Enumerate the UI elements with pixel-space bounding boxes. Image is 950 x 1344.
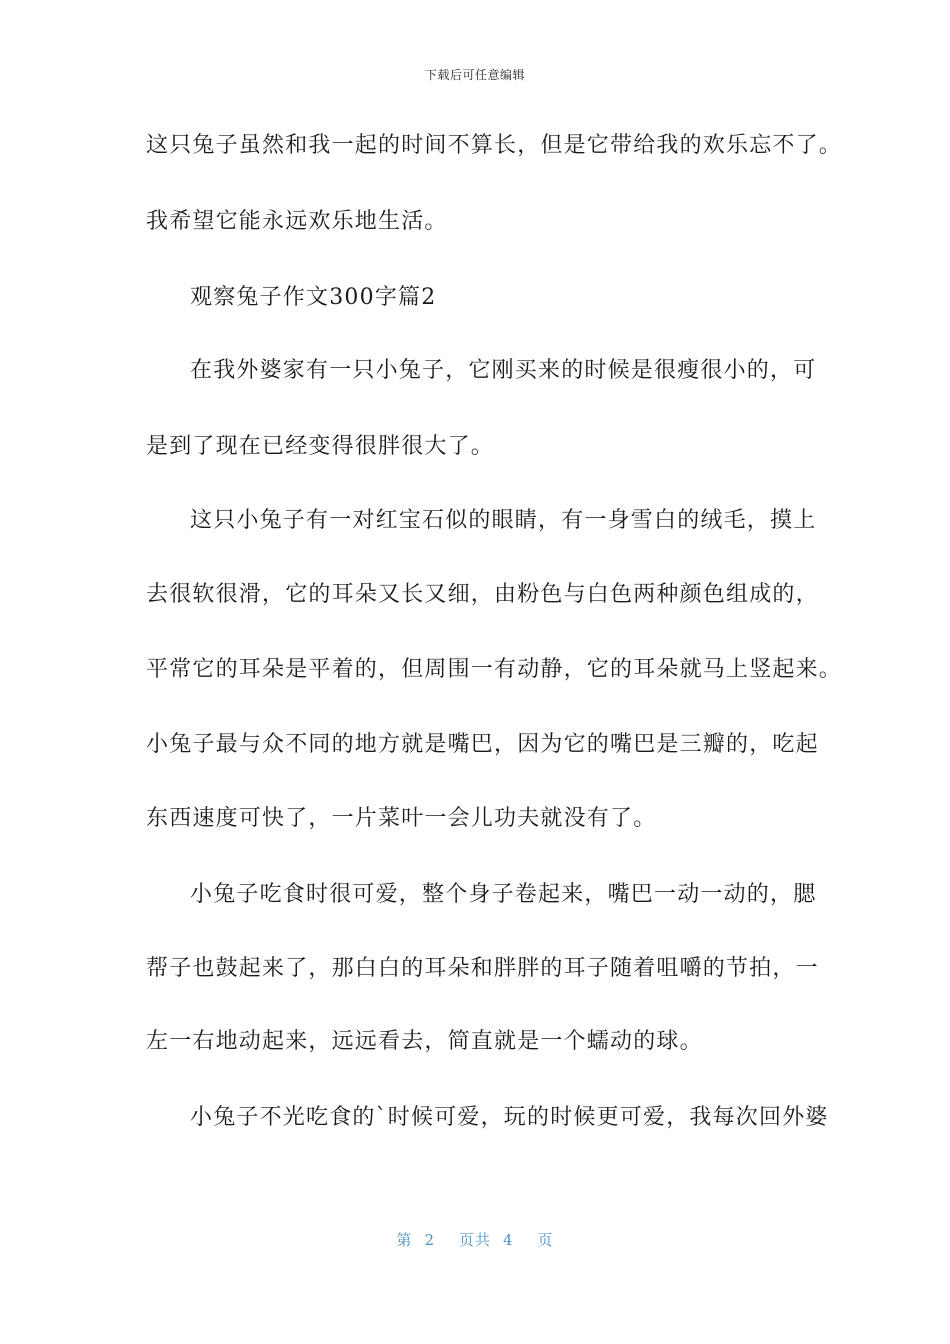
section-title: 观察兔子作文300字篇2 xyxy=(190,285,437,310)
body-line: 这只小兔子有一对红宝石似的眼睛，有一身雪白的绒毛，摸上 xyxy=(190,508,817,533)
body-line: 这只兔子虽然和我一起的时间不算长，但是它带给我的欢乐忘不了。 xyxy=(146,133,843,158)
body-line: 小兔子不光吃食的`时候可爱，玩的时候更可爱，我每次回外婆 xyxy=(190,1105,829,1130)
page-footer xyxy=(0,1229,950,1250)
footer-prefix: 第 xyxy=(396,1231,413,1249)
body-line: 是到了现在已经变得很胖很大了。 xyxy=(146,434,495,459)
page-header: 下载后可任意编辑 xyxy=(424,68,525,82)
body-line: 左一右地动起来，远远看去，简直就是一个蠕动的球。 xyxy=(146,1029,703,1054)
body-line: 小兔子吃食时很可爱，整个身子卷起来，嘴巴一动一动的，腮 xyxy=(190,882,817,907)
body-line: 在我外婆家有一只小兔子，它刚买来的时候是很瘦很小的，可 xyxy=(190,358,817,383)
body-line: 帮子也鼓起来了，那白白的耳朵和胖胖的耳子随着咀嚼的节拍，一 xyxy=(146,956,819,981)
body-line: 去很软很滑，它的耳朵又长又细，由粉色与白色两种颜色组成的， xyxy=(146,582,819,607)
total-page-count: 4 xyxy=(503,1231,514,1249)
body-line: 小兔子最与众不同的地方就是嘴巴，因为它的嘴巴是三瓣的，吃起 xyxy=(146,732,819,757)
body-line: 平常它的耳朵是平着的，但周围一有动静，它的耳朵就马上竖起来。 xyxy=(146,657,843,682)
footer-suffix: 页 xyxy=(537,1231,554,1249)
current-page-number: 2 xyxy=(424,1231,435,1249)
body-line: 东西速度可快了，一片菜叶一会儿功夫就没有了。 xyxy=(146,806,657,831)
body-line: 我希望它能永远欢乐地生活。 xyxy=(146,209,448,234)
footer-middle: 页共 xyxy=(458,1231,491,1249)
